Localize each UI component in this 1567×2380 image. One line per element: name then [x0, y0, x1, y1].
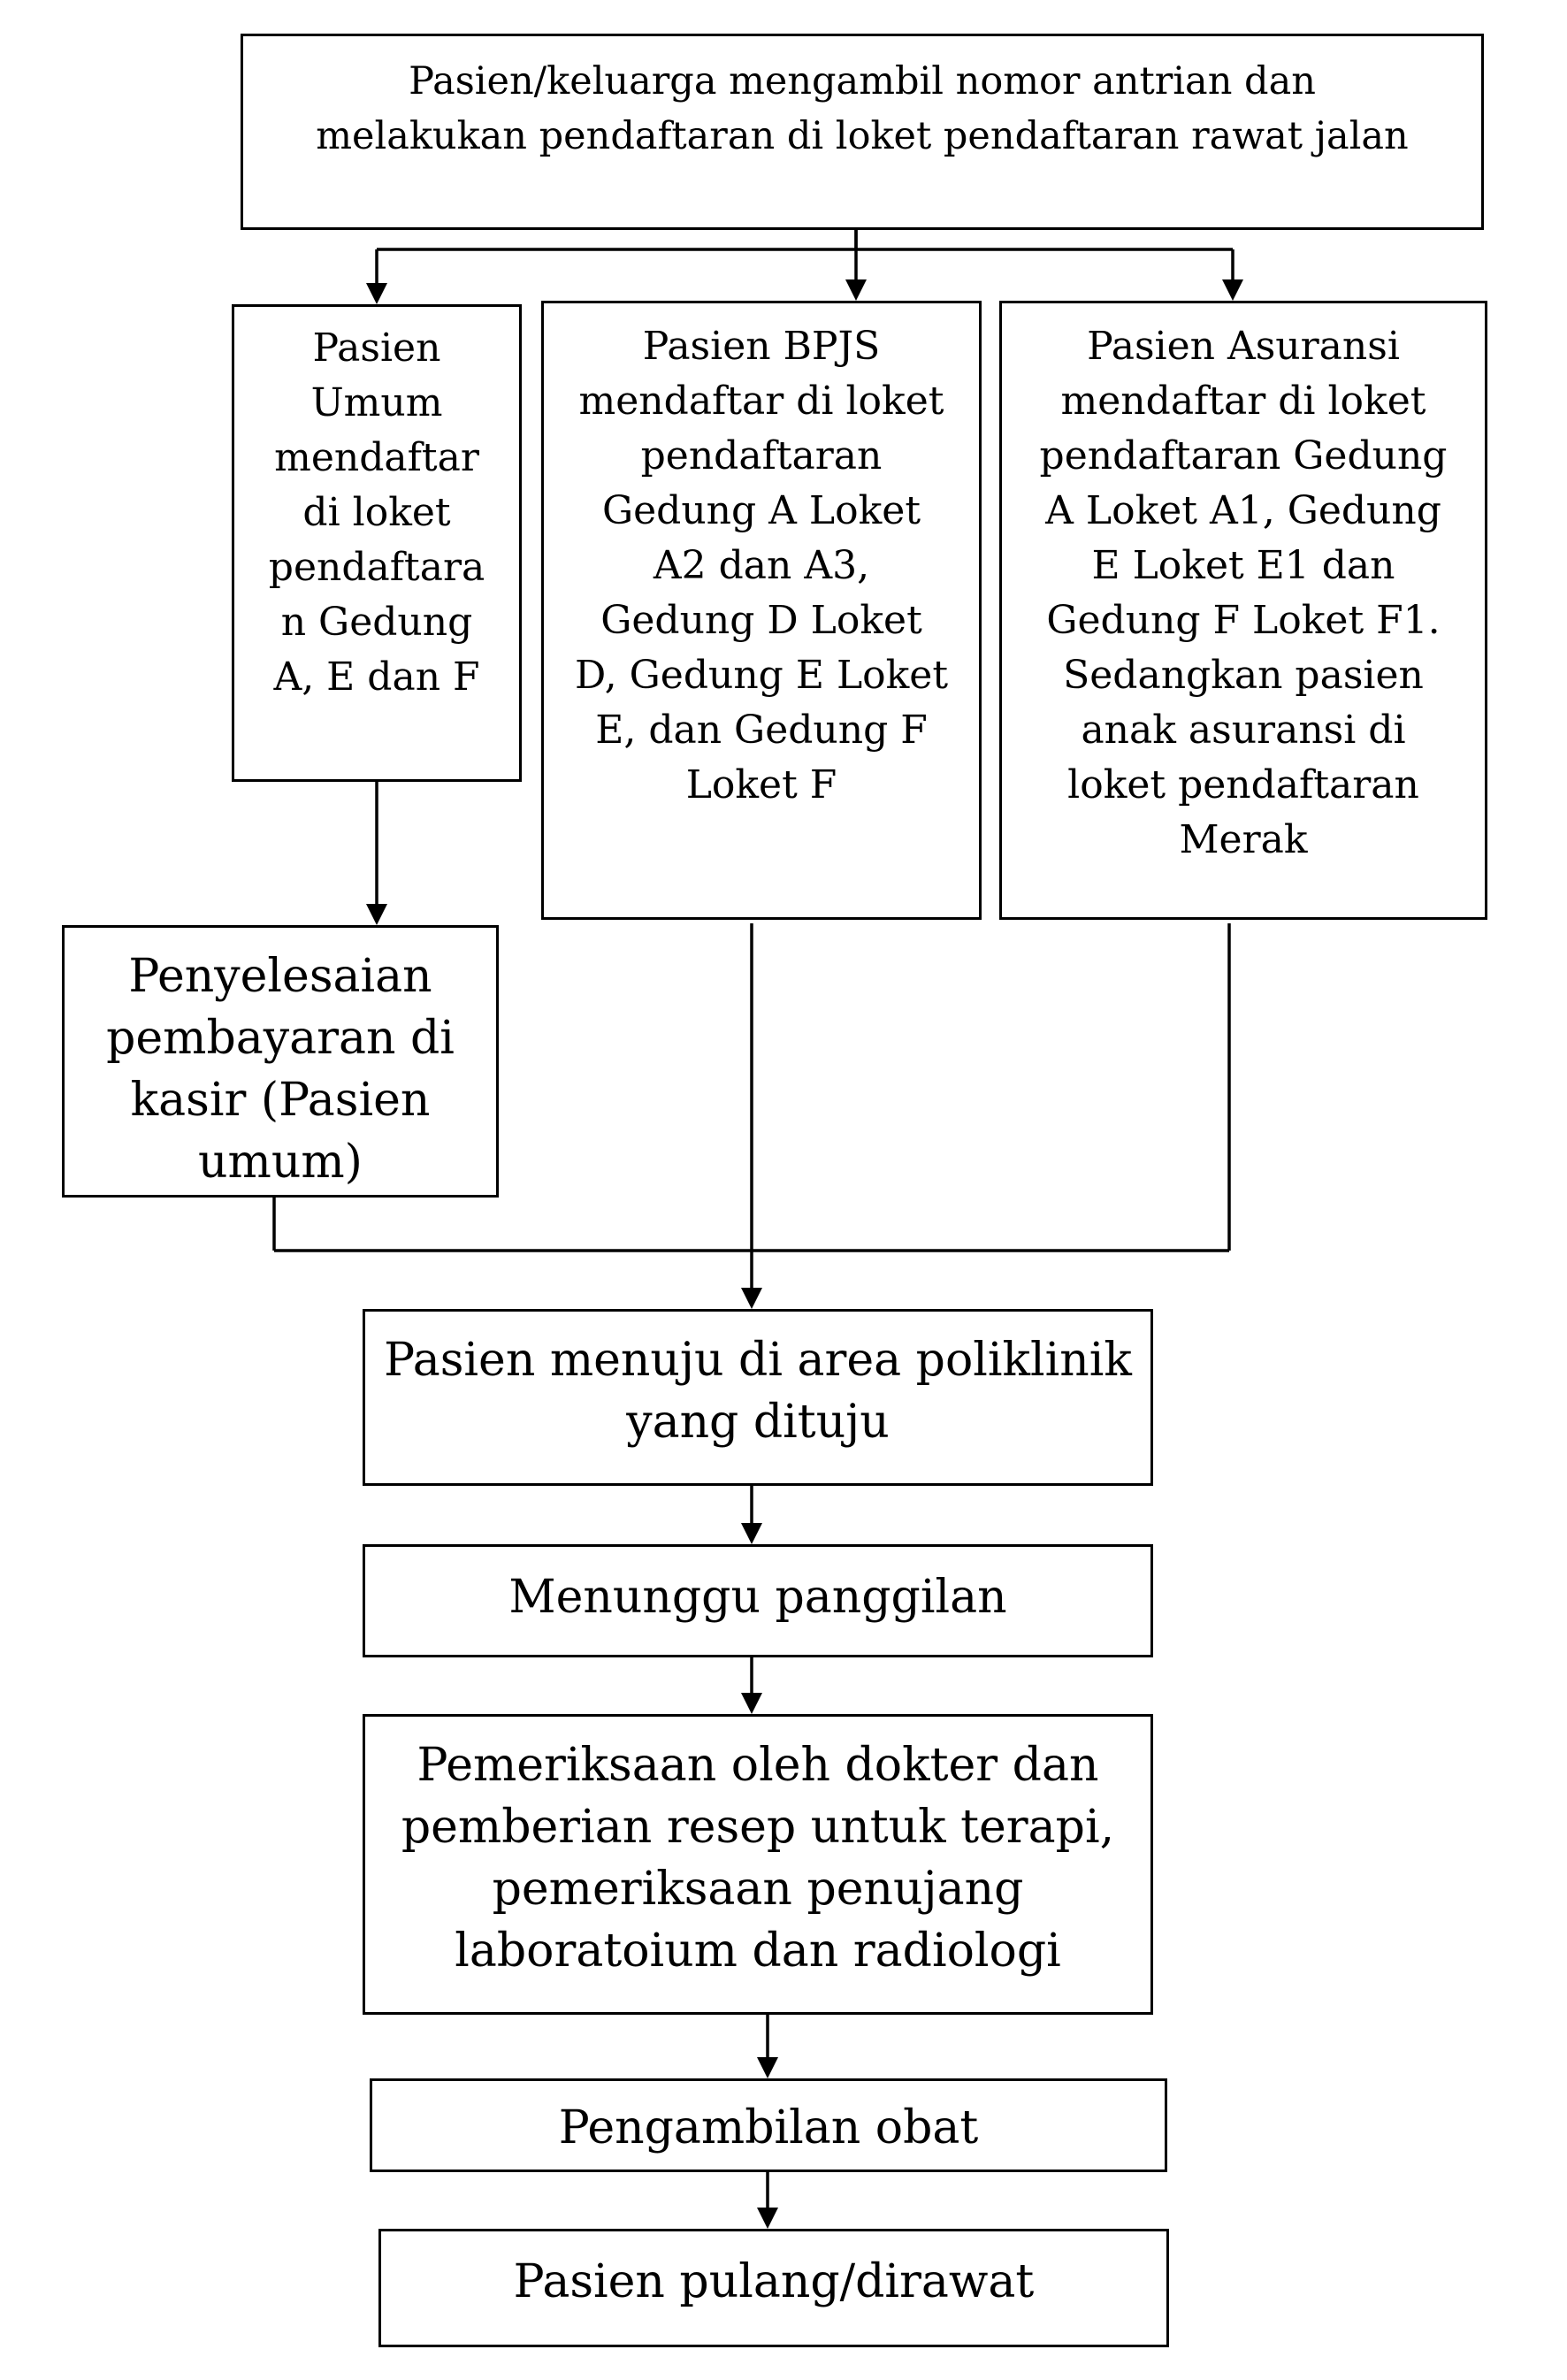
node-registration — [241, 34, 1484, 230]
node-insurance-patient-text: Pasien Asuransi mendaftar di loket pendaftaran Gedung A Loket A1, Gedung E Loket E1 dan Gedung F Loket F1. Sedangkan pasien anak asuransi di loket pendaftaran Merak — [1039, 324, 1448, 862]
arrowhead-to-clinic — [741, 1288, 762, 1309]
node-insurance-patient — [999, 301, 1487, 920]
node-go-to-clinic-text: Pasien menuju di area poliklinik yang dituju — [384, 1334, 1132, 1449]
node-general-patient-text: Pasien Umum mendaftar di loket pendaftara n Gedung A, E dan F — [268, 325, 485, 700]
node-examination-text: Pemeriksaan oleh dokter dan pemberian resep untuk terapi, pemeriksaan penujang laboratoium dan radiologi — [401, 1739, 1115, 1978]
arrowhead-to-wait — [741, 1523, 762, 1544]
node-wait-call-text: Menunggu panggilan — [508, 1571, 1007, 1624]
arrowhead-to-bpjs — [845, 279, 867, 301]
arrowhead-to-discharge — [757, 2208, 778, 2229]
arrowhead-to-general — [366, 283, 387, 304]
node-cashier-payment — [62, 925, 499, 1198]
node-bpjs-patient-text: Pasien BPJS mendaftar di loket pendaftaran Gedung A Loket A2 dan A3, Gedung D Loket D, Gedung E Loket E, dan Gedung F Loket F — [574, 324, 949, 807]
node-discharge-text: Pasien pulang/dirawat — [513, 2255, 1035, 2308]
node-go-to-clinic — [363, 1309, 1153, 1486]
node-registration-text: Pasien/keluarga mengambil nomor antrian dan melakukan pendaftaran di loket pendaftaran rawat jalan — [316, 59, 1409, 158]
node-wait-call — [363, 1544, 1153, 1657]
node-discharge — [378, 2229, 1169, 2347]
node-medicine-pickup — [370, 2078, 1167, 2172]
arrowhead-to-exam — [741, 1693, 762, 1714]
node-medicine-pickup-text: Pengambilan obat — [558, 2101, 979, 2154]
node-cashier-payment-text: Penyelesaian pembayaran di kasir (Pasien umum) — [106, 950, 455, 1189]
node-examination — [363, 1714, 1153, 2015]
arrowhead-to-insurance — [1222, 279, 1243, 301]
node-general-patient — [232, 304, 522, 782]
node-bpjs-patient — [541, 301, 982, 920]
arrowhead-to-medicine — [757, 2057, 778, 2078]
arrowhead-to-cashier — [366, 904, 387, 925]
